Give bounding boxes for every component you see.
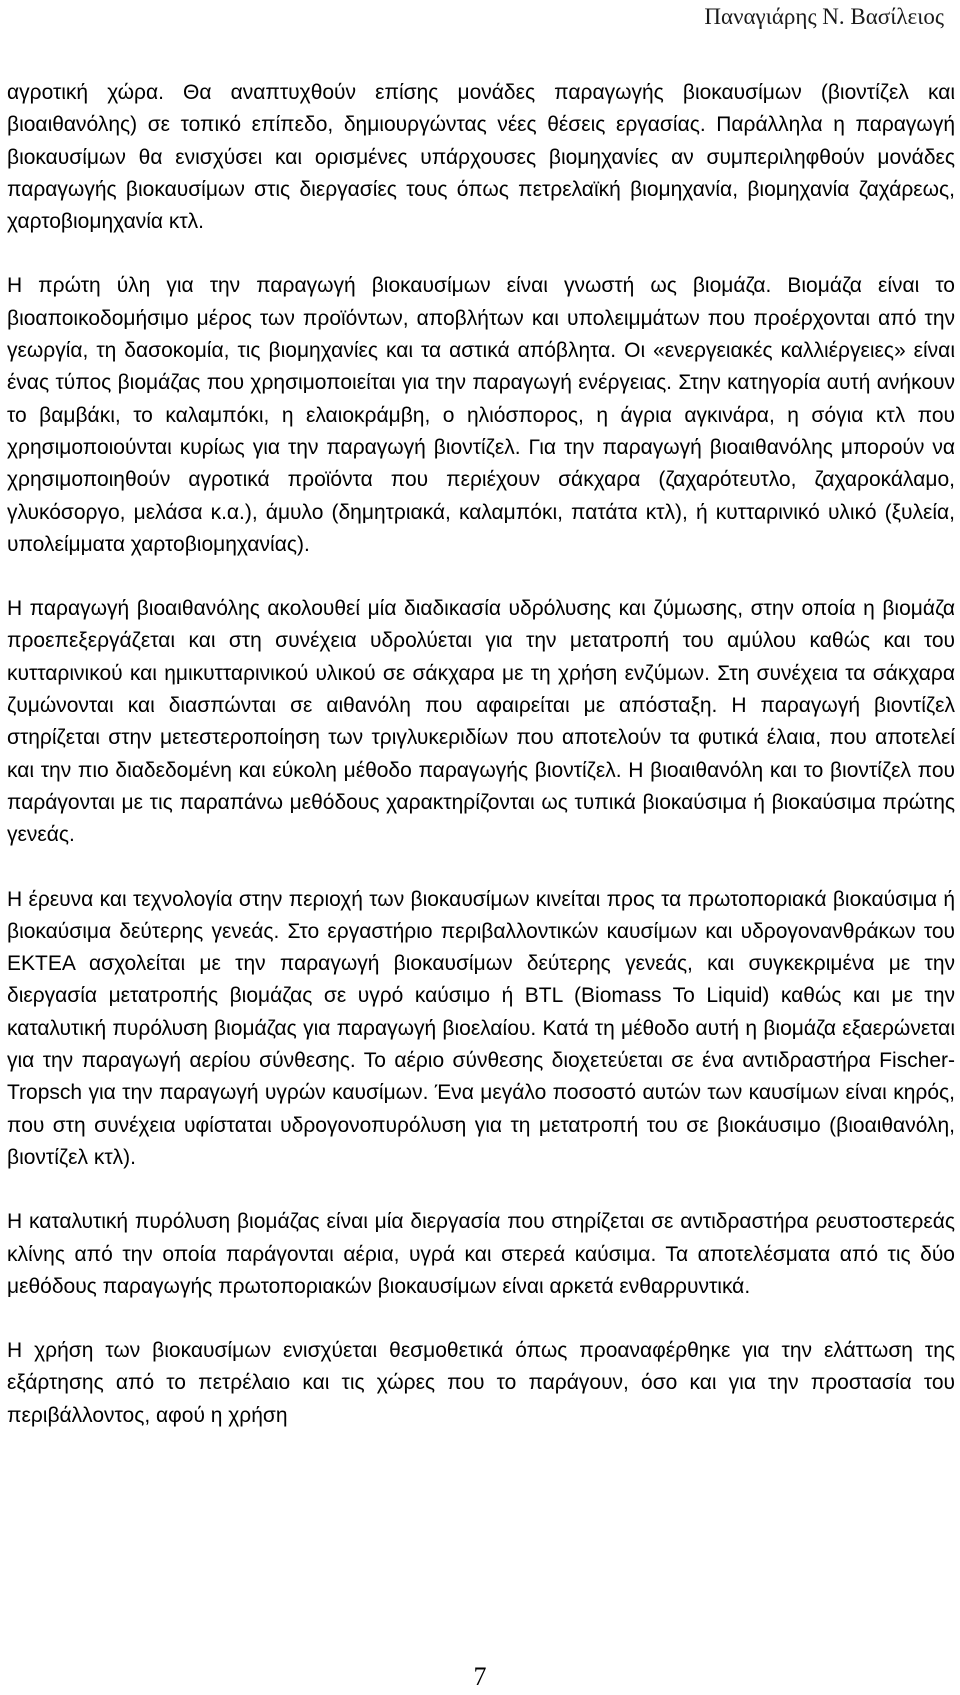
running-header: Παναγιάρης Ν. Βασίλειος bbox=[704, 4, 944, 29]
paragraph-catalytic-pyrolysis: Η καταλυτική πυρόλυση βιομάζας είναι μία διεργασία που στηρίζεται σε αντιδραστήρα ρευστοστερεάς κλίνης από την οποία παράγονται αέρια, υγρά και στερεά καύσιμα. Τα αποτελέσματα από τις δύο μεθόδους παραγωγής πρωτοποριακών βιοκαυσίμων είναι αρκετά ενθαρρυντικά. bbox=[7, 1210, 955, 1298]
paragraph-continued: αγροτική χώρα. Θα αναπτυχθούν επίσης μονάδες παραγωγής βιοκαυσίμων (βιοντίζελ και βιοαιθανόλης) σε τοπικό επίπεδο, δημιουργώντας νέες θέσεις εργασίας. Παράλληλα η παραγωγή βιοκαυσίμων θα ενισχύσει και ορισμένες υπάρχουσες βιομηχανίες αν συμπεριληφθούν μονάδες παραγωγής βιοκαυσίμων στις διεργασίες τους όπως πετρελαϊκή βιομηχανία, βιομηχανία ζαχάρεως, χαρτοβιομηχανία κτλ. bbox=[7, 81, 955, 234]
paragraph-second-generation-research: Η έρευνα και τεχνολογία στην περιοχή των βιοκαυσίμων κινείται προς τα πρωτοποριακά βιοκαύσιμα ή βιοκαύσιμα δεύτερης γενεάς. Στο εργαστήριο περιβαλλοντικών καυσίμων και υδρογονανθράκων του ΕΚΤΕΑ ασχολείται με την παραγωγή βιοκαυσίμων δεύτερης γενεάς, και συγκεκριμένα με την διεργασία μετατροπής βιομάζας σε υγρό καύσιμο ή BTL (Biomass To Liquid) καθώς και με την καταλυτική πυρόλυση βιομάζας για παραγωγή βιοελαίου. Κατά τη μέθοδο αυτή η βιομάζα εξαερώνεται για την παραγωγή αερίου σύνθεσης. Το αέριο σύνθεσης διοχετεύεται σε ένα αντιδραστήρα Fischer-Tropsch για την παραγωγή υγρών καυσίμων. Ένα μεγάλο ποσοστό αυτών των καυσίμων είναι κηρός, που στη συνέχεια υφίσταται υδρογονοπυρόλυση για τη μετατροπή του σε βιοκάυσιμο (βιοαιθανόλη, βιοντίζελ κτλ). bbox=[7, 887, 955, 1169]
page-number: 7 bbox=[473, 1662, 487, 1691]
paragraph-bioethanol-production: Η παραγωγή βιοαιθανόλης ακολουθεί μία διαδικασία υδρόλυσης και ζύμωσης, στην οποία η βιομάζα προεπεξεργάζεται και στη συνέχεια υδρολύεται για την μετατροπή του αμύλου καθώς και του κυτταρινικού και ημικυτταρινικού υλικού σε σάκχαρα με τη χρήση ενζύμων. Στη συνέχεια τα σάκχαρα ζυμώνονται και διασπώνται σε αιθανόλη που αφαιρείται με απόσταξη. Η παραγωγή βιοντίζελ στηρίζεται στην μετεστεροποίηση των τριγλυκεριδίων που αποτελούν τα φυτικά έλαια, που αποτελεί και την πιο διαδεδομένη και εύκολη μέθοδο παραγωγής βιοντίζελ. Η βιοαιθανόλη και το βιοντίζελ που παράγονται με τις παραπάνω μεθόδους χαρακτηρίζονται ως τυπικά βιοκαύσιμα ή βιοκαύσιμα πρώτης γενεάς. bbox=[7, 597, 955, 847]
paragraph-biomass-definition: Η πρώτη ύλη για την παραγωγή βιοκαυσίμων είναι γνωστή ως βιομάζα. Βιομάζα είναι το βιοαποικοδομήσιμο μέρος των προϊόντων, αποβλήτων και υπολειμμάτων που προέρχονται από την γεωργία, τη δασοκομία, τις βιομηχανίες και τα αστικά απόβλητα. Οι «ενεργειακές καλλιέργειες» είναι ένας τύπος βιομάζας που χρησιμοποιείται για την παραγωγή ενέργειας. Στην κατηγορία αυτή ανήκουν το βαμβάκι, το καλαμπόκι, η ελαιοκράμβη, ο ηλιόσπορος, η άγρια αγκινάρα, η σόγια κτλ που χρησιμοποιούνται κυρίως για την παραγωγή βιοντίζελ. Για την παραγωγή βιοαιθανόλης μπορούν να χρησιμοποιηθούν αγροτικά προϊόντα που περιέχουν σάκχαρα (ζαχαρότευτλο, ζαχαροκάλαμο, γλυκόσοργο, μελάσα κ.α.), άμυλο (δημητριακά, καλαμπόκι, πατάτα κτλ), ή κυτταρινικό υλικό (ξυλεία, υπολείμματα χαρτοβιομηχανίας). bbox=[7, 274, 955, 556]
body-text bbox=[7, 77, 955, 1432]
paragraph-biofuel-usage: Η χρήση των βιοκαυσίμων ενισχύεται θεσμοθετικά όπως προαναφέρθηκε για την ελάττωση της εξάρτησης από το πετρέλαιο και τις χώρες που το παράγουν, όσο και για την προστασία του περιβάλλοντος, αφού η χρήση bbox=[7, 1339, 955, 1427]
